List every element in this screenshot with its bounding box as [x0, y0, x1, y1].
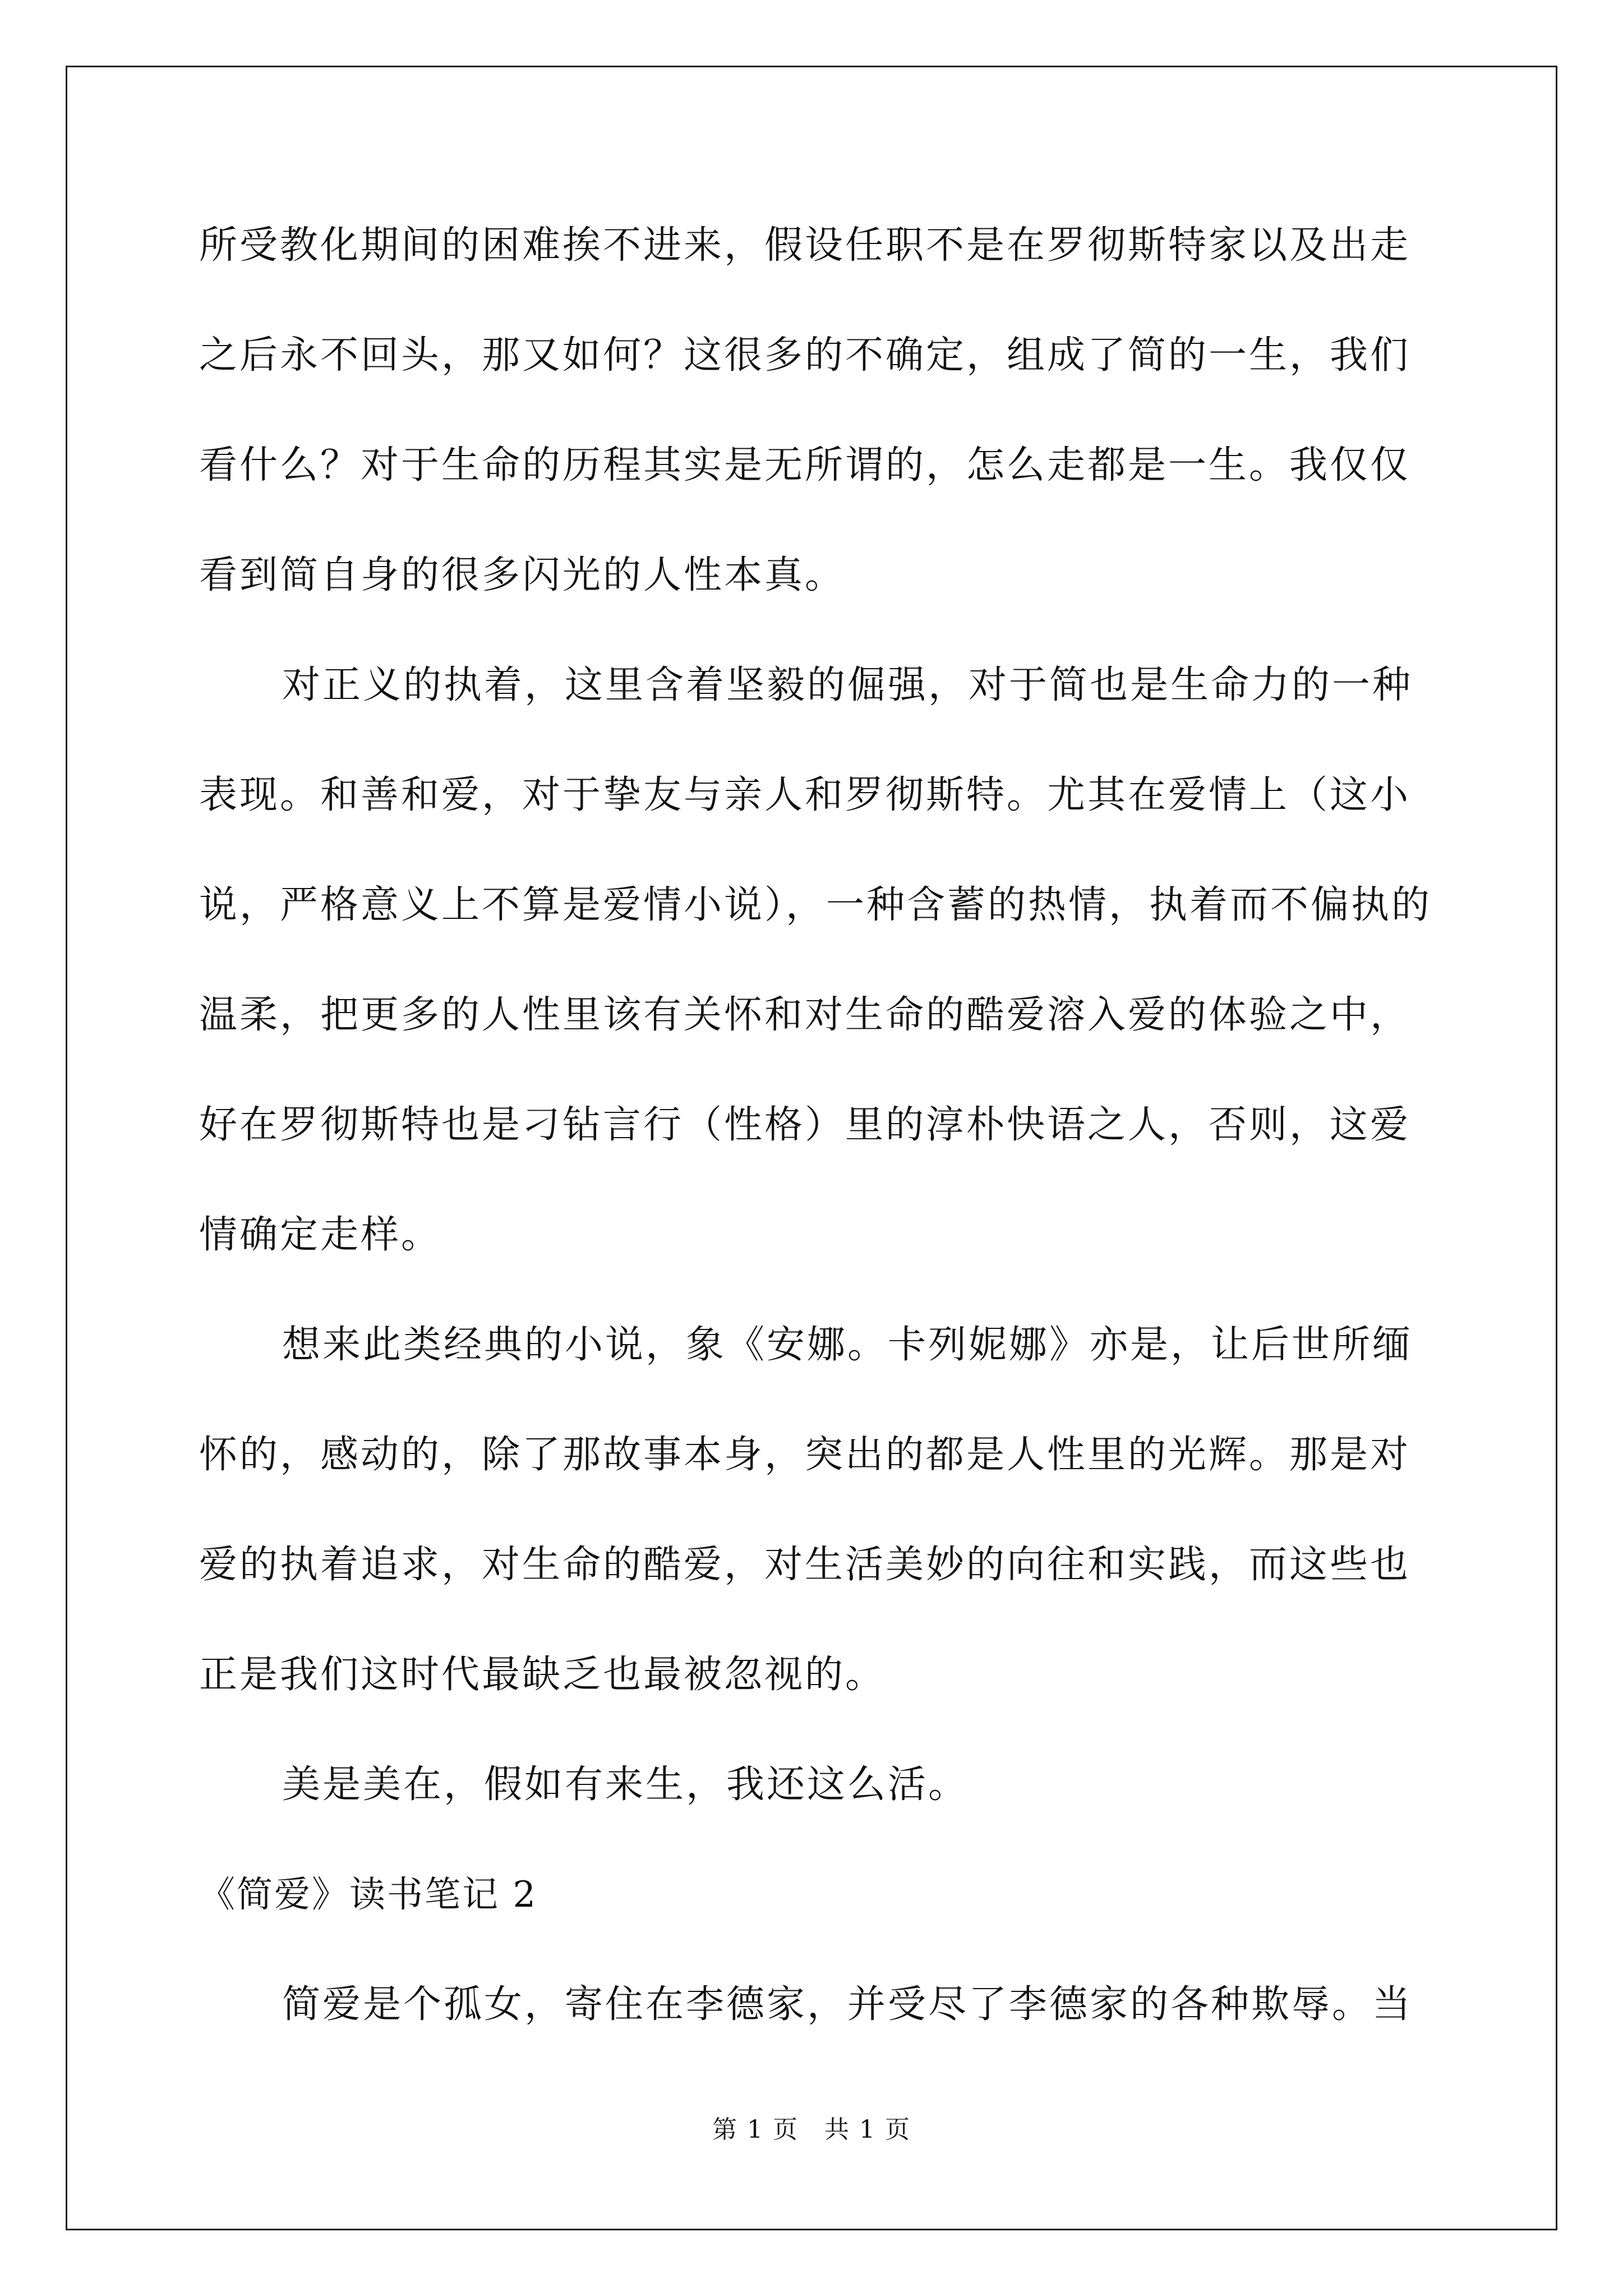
- text-line: 好在罗彻斯特也是刁钻言行（性格）里的淳朴快语之人，否则，这爱: [199, 1103, 1411, 1147]
- document-body: [199, 191, 1432, 2060]
- paragraph-start-line: 想来此类经典的小说，象《安娜。卡列妮娜》亦是，让后世所缅: [282, 1323, 1413, 1367]
- text-line: 看到简自身的很多闪光的人性本真。: [199, 553, 846, 597]
- text-line: 说，严格意义上不算是爱情小说），一种含蓄的热情，执着而不偏执的: [199, 883, 1432, 927]
- text-line: 怀的，感动的，除了那故事本身，突出的都是人性里的光辉。那是对: [199, 1433, 1411, 1477]
- text-line: 温柔，把更多的人性里该有关怀和对生命的酷爱溶入爱的体验之中，: [199, 993, 1411, 1037]
- text-line: 看什么？对于生命的历程其实是无所谓的，怎么走都是一生。我仅仅: [199, 443, 1411, 487]
- section-heading: 《简爱》读书笔记 2: [199, 1874, 538, 1916]
- page-number-footer: 第 1 页 共 1 页: [712, 2115, 911, 2144]
- text-line: 表现。和善和爱，对于挚友与亲人和罗彻斯特。尤其在爱情上（这小: [199, 773, 1411, 817]
- paragraph-start-line: 简爱是个孤女，寄住在李德家，并受尽了李德家的各种欺辱。当: [282, 1982, 1413, 2027]
- text-line: 爱的执着追求，对生命的酷爱，对生活美妙的向往和实践，而这些也: [199, 1543, 1411, 1587]
- text-line: 所受教化期间的困难挨不进来，假设任职不是在罗彻斯特家以及出走: [199, 223, 1411, 268]
- text-line: 情确定走样。: [199, 1213, 442, 1257]
- paragraph-start-line: 美是美在，假如有来生，我还这么活。: [282, 1763, 969, 1807]
- text-line: 之后永不回头，那又如何？这很多的不确定，组成了简的一生，我们: [199, 333, 1411, 378]
- text-line: 正是我们这时代最缺乏也最被忽视的。: [199, 1653, 886, 1697]
- paragraph-start-line: 对正义的执着，这里含着坚毅的倔强，对于简也是生命力的一种: [282, 663, 1413, 707]
